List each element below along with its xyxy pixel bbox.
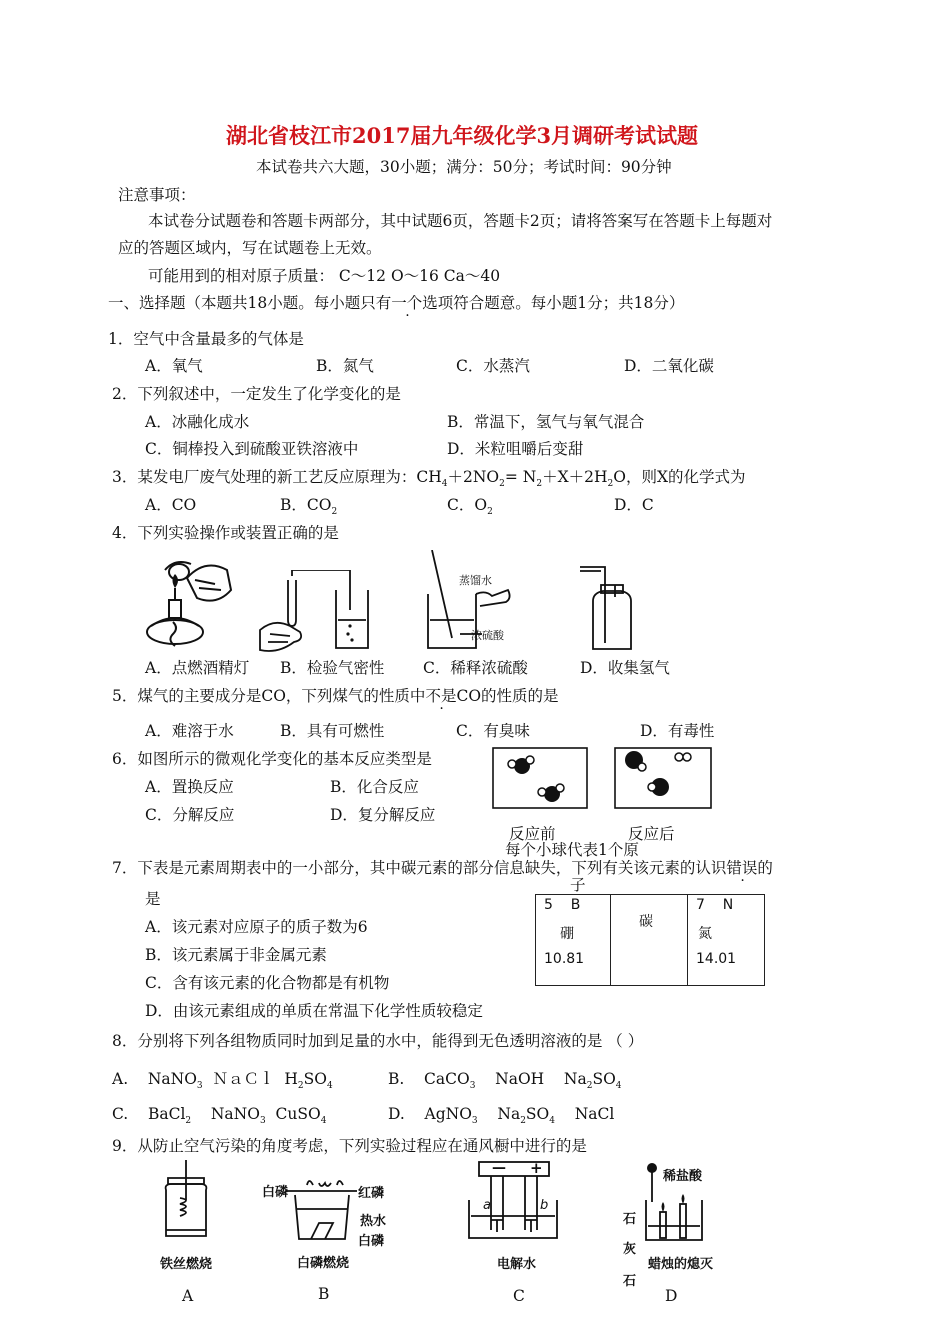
- q9-caption-a: 铁丝燃烧: [160, 1257, 213, 1272]
- q4-option-b: B．检验气密性: [280, 659, 385, 677]
- q1-option-c: C．水蒸汽: [456, 357, 530, 375]
- periodic-table-fragment: [535, 894, 765, 986]
- q5-stem: 5．煤气的主要成分是CO，下列煤气的性质中不是CO的性质的是: [112, 687, 559, 705]
- q3-option-d: D．C: [614, 496, 654, 514]
- q9-d-limestone-3: 石: [623, 1274, 637, 1289]
- q2-option-d: D．米粒咀嚼后变甜: [447, 440, 584, 458]
- q1-option-b: B．氮气: [316, 357, 374, 375]
- q7-option-b: B．该元素属于非金属元素: [145, 946, 327, 964]
- q3-option-a: A．CO: [145, 496, 197, 514]
- q7-option-c: C．含有该元素的化合物都是有机物: [145, 974, 390, 992]
- q7-stem: 7．下表是元素周期表中的一小部分，其中碳元素的部分信息缺失，下列有关该元素的认识错误的: [112, 859, 773, 877]
- notice-line-1: 本试卷分试题卷和答题卡两部分，其中试题6页，答题卡2页；请将答案写在答题卡上每题对: [148, 212, 773, 230]
- q4-option-a: A．点燃酒精灯: [145, 659, 250, 677]
- q8-option-c: C. BaCl$_2$ NaNO$_3$ CuSO$_4$: [112, 1105, 327, 1127]
- element-cell-nitrogen: 7 N 氮 14.01: [688, 895, 765, 986]
- q6-note: 每个小球代表1个原: [505, 841, 639, 859]
- q6-note-end: 子: [570, 876, 586, 894]
- q2-stem: 2．下列叙述中，一定发生了化学变化的是: [112, 385, 401, 403]
- q7-option-a: A．该元素对应原子的质子数为6: [145, 918, 368, 936]
- q9-c-label-b: b: [540, 1198, 549, 1213]
- q4-image-gas-bottle: [575, 565, 645, 655]
- q4-stem: 4．下列实验操作或装置正确的是: [112, 524, 339, 542]
- q9-c-label-a: a: [483, 1198, 491, 1213]
- element-cell-boron: 5 B 硼 10.81: [536, 895, 611, 986]
- q6-stem: 6．如图所示的微观化学变化的基本反应类型是: [112, 750, 432, 768]
- q3-option-b: B．$CO_2$: [280, 496, 338, 518]
- q7-stem-end: 是: [145, 890, 161, 908]
- q9-label-c: C: [513, 1287, 525, 1305]
- q9-d-limestone-2: 灰: [623, 1242, 637, 1257]
- q8-stem: 8．分别将下列各组物质同时加到足量的水中，能得到无色透明溶液的是 （ ）: [112, 1032, 644, 1050]
- q3-stem: 3．某发电厂废气处理的新工艺反应原理为：$CH_4+2NO_2= N_2+X+2H_2O$，则X的化学式为: [112, 468, 746, 490]
- q2-option-c: C．铜棒投入到硫酸亚铁溶液中: [145, 440, 359, 458]
- q1-stem: 1．空气中含量最多的气体是: [108, 330, 304, 348]
- q3-option-c: C．$O_2$: [447, 496, 493, 518]
- page-title: 湖北省枝江市2017届九年级化学3月调研考试试题: [226, 123, 699, 148]
- q7-option-d: D．由该元素组成的单质在常温下化学性质较稳定: [145, 1002, 483, 1020]
- q8-option-d: D. AgNO$_3$ $Na_2SO_4$ NaCl: [388, 1105, 615, 1127]
- q9-d-dilute-hcl: 稀盐酸: [663, 1169, 703, 1184]
- q6-option-d: D．复分解反应: [330, 806, 436, 824]
- q6-before-diagram: [492, 747, 588, 809]
- q5-option-b: B．具有可燃性: [280, 722, 385, 740]
- q9-label-d: D: [665, 1287, 678, 1305]
- atomic-mass-note: 可能用到的相对原子质量： C～12 O～16 Ca～40: [148, 267, 501, 285]
- q2-option-a: A．冰融化成水: [145, 413, 250, 431]
- q9-label-b: B: [318, 1285, 330, 1303]
- q2-option-b: B．常温下，氢气与氧气混合: [447, 413, 645, 431]
- q4-image-airtightness: [250, 570, 380, 655]
- q8-option-b: B. CaCO$_3$ NaOH $Na_2SO_4$: [388, 1070, 622, 1092]
- q4-image-alcohol-lamp: [135, 550, 245, 654]
- q9-b-red-phosphorus: 红磷: [358, 1186, 385, 1201]
- q9-caption-d: 蜡烛的熄灭: [648, 1257, 714, 1272]
- q8-option-a: A. NaNO$_3$ ＮａＣｌ $H_2SO_4$: [112, 1070, 333, 1092]
- exam-info: 本试卷共六大题，30小题；满分：50分；考试时间：90分钟: [256, 158, 672, 176]
- q9-c-negative: —: [492, 1160, 506, 1176]
- notice-line-2: 应的答题区域内，写在试题卷上无效。: [118, 239, 382, 257]
- q9-caption-c: 电解水: [497, 1257, 537, 1272]
- section-1-heading: 一、选择题（本题共18小题。每小题只有一个选项符合题意。每小题1分；共18分）: [108, 294, 685, 312]
- q4-label-conc-acid: 浓硫酸: [471, 629, 504, 642]
- q1-option-a: A．氧气: [145, 357, 203, 375]
- element-cell-carbon: 碳: [611, 895, 688, 986]
- q5-option-c: C．有臭味: [456, 722, 530, 740]
- q4-option-d: D．收集氢气: [580, 659, 670, 677]
- q9-stem: 9．从防止空气污染的角度考虑，下列实验过程应在通风橱中进行的是: [112, 1137, 587, 1155]
- q6-after-label: 反应后: [628, 825, 675, 843]
- q6-option-c: C．分解反应: [145, 806, 235, 824]
- q9-caption-b: 白磷燃烧: [297, 1256, 350, 1271]
- q5-option-a: A．难溶于水: [145, 722, 234, 740]
- q9-image-phosphorus: [285, 1175, 365, 1245]
- q9-b-hot-water: 热水: [360, 1214, 387, 1229]
- q9-d-limestone-1: 石: [623, 1212, 637, 1227]
- q6-before-label: 反应前: [509, 825, 556, 843]
- q6-option-a: A．置换反应: [145, 778, 234, 796]
- notice-heading: 注意事项：: [118, 186, 196, 204]
- q4-option-c: C．稀释浓硫酸: [423, 659, 528, 677]
- q4-label-distilled-water: 蒸馏水: [459, 574, 492, 587]
- q1-option-d: D．二氧化碳: [624, 357, 714, 375]
- q6-after-diagram: [614, 747, 712, 809]
- q9-label-a: A: [182, 1287, 194, 1305]
- q9-b-white-phosphorus-top: 白磷: [262, 1185, 289, 1200]
- q6-option-b: B．化合反应: [330, 778, 419, 796]
- q9-c-positive: +: [530, 1159, 543, 1177]
- q9-b-white-phosphorus-bottom: 白磷: [358, 1234, 385, 1249]
- q5-option-d: D．有毒性: [640, 722, 715, 740]
- q9-image-iron-wire: [158, 1160, 214, 1240]
